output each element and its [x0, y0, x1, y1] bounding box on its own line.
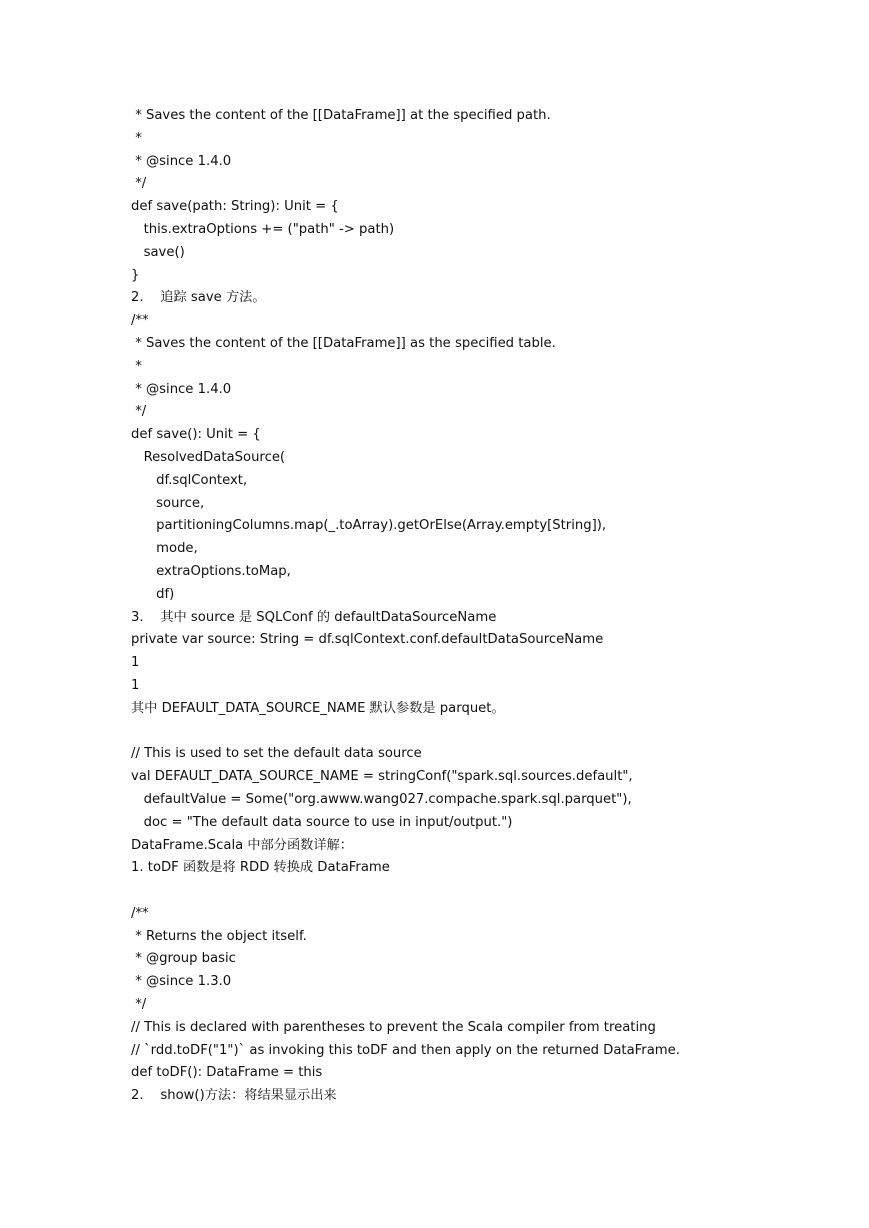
text-line: df) — [131, 586, 175, 602]
text-line: defaultValue = Some("org.awww.wang027.compache.spark.sql.parquet"), — [131, 791, 632, 807]
text-line: * Saves the content of the [[DataFrame]] as the specified table. — [131, 335, 556, 351]
text-line: source, — [131, 495, 205, 511]
text-line: * Returns the object itself. — [131, 928, 307, 944]
text-line: */ — [131, 997, 147, 1013]
text-line: * @since 1.3.0 — [131, 974, 232, 990]
section-heading: 3. 其中 source 是 SQLConf 的 defaultDataSourceName — [131, 609, 497, 625]
text-line: partitioningColumns.map(_.toArray).getOrElse(Array.empty[String]), — [131, 518, 607, 534]
text-line: */ — [131, 404, 147, 420]
section-heading: 1. toDF 函数是将 RDD 转换成 DataFrame — [131, 860, 390, 876]
text-line: def toDF(): DataFrame = this — [131, 1065, 323, 1081]
text-line: * @group basic — [131, 951, 236, 967]
text-line: def save(): Unit = { — [131, 427, 261, 443]
text-line: this.extraOptions += ("path" -> path) — [131, 221, 395, 237]
text-line: * — [131, 130, 142, 146]
text-line: * @since 1.4.0 — [131, 153, 232, 169]
text-line: // This is used to set the default data source — [131, 746, 422, 762]
text-line: /** — [131, 313, 149, 329]
text-line: 1 — [131, 655, 140, 671]
text-line: * Saves the content of the [[DataFrame]] at the specified path. — [131, 108, 551, 123]
text-line: * @since 1.4.0 — [131, 381, 232, 397]
text-line: doc = "The default data source to use in input/output.") — [131, 814, 513, 830]
text-line: mode, — [131, 541, 198, 557]
document-body — [131, 105, 831, 1108]
text-line: def save(path: String): Unit = { — [131, 199, 339, 215]
text-line: */ — [131, 176, 147, 192]
text-line: // This is declared with parentheses to prevent the Scala compiler from treating — [131, 1019, 656, 1035]
text-line: df.sqlContext, — [131, 472, 248, 488]
text-line: ResolvedDataSource( — [131, 449, 286, 465]
text-line: save() — [131, 244, 185, 260]
text-line: /** — [131, 905, 149, 921]
text-line: } — [131, 267, 140, 283]
text-line: 1 — [131, 677, 140, 693]
blank-line — [131, 721, 831, 744]
section-heading: DataFrame.Scala 中部分函数详解： — [131, 837, 353, 853]
text-line: // `rdd.toDF("1")` as invoking this toDF and then apply on the returned DataFrame. — [131, 1042, 680, 1058]
text-line: val DEFAULT_DATA_SOURCE_NAME = stringConf("spark.sql.sources.default", — [131, 769, 633, 785]
text-line: private var source: String = df.sqlContext.conf.defaultDataSourceName — [131, 632, 604, 648]
section-heading: 2. 追踪 save 方法。 — [131, 290, 266, 306]
text-line: * — [131, 358, 142, 374]
section-heading: 2. show()方法：将结果显示出来 — [131, 1088, 337, 1104]
text-line: extraOptions.toMap, — [131, 563, 291, 579]
blank-line — [131, 880, 831, 903]
text-line: 其中 DEFAULT_DATA_SOURCE_NAME 默认参数是 parquet。 — [131, 700, 505, 716]
